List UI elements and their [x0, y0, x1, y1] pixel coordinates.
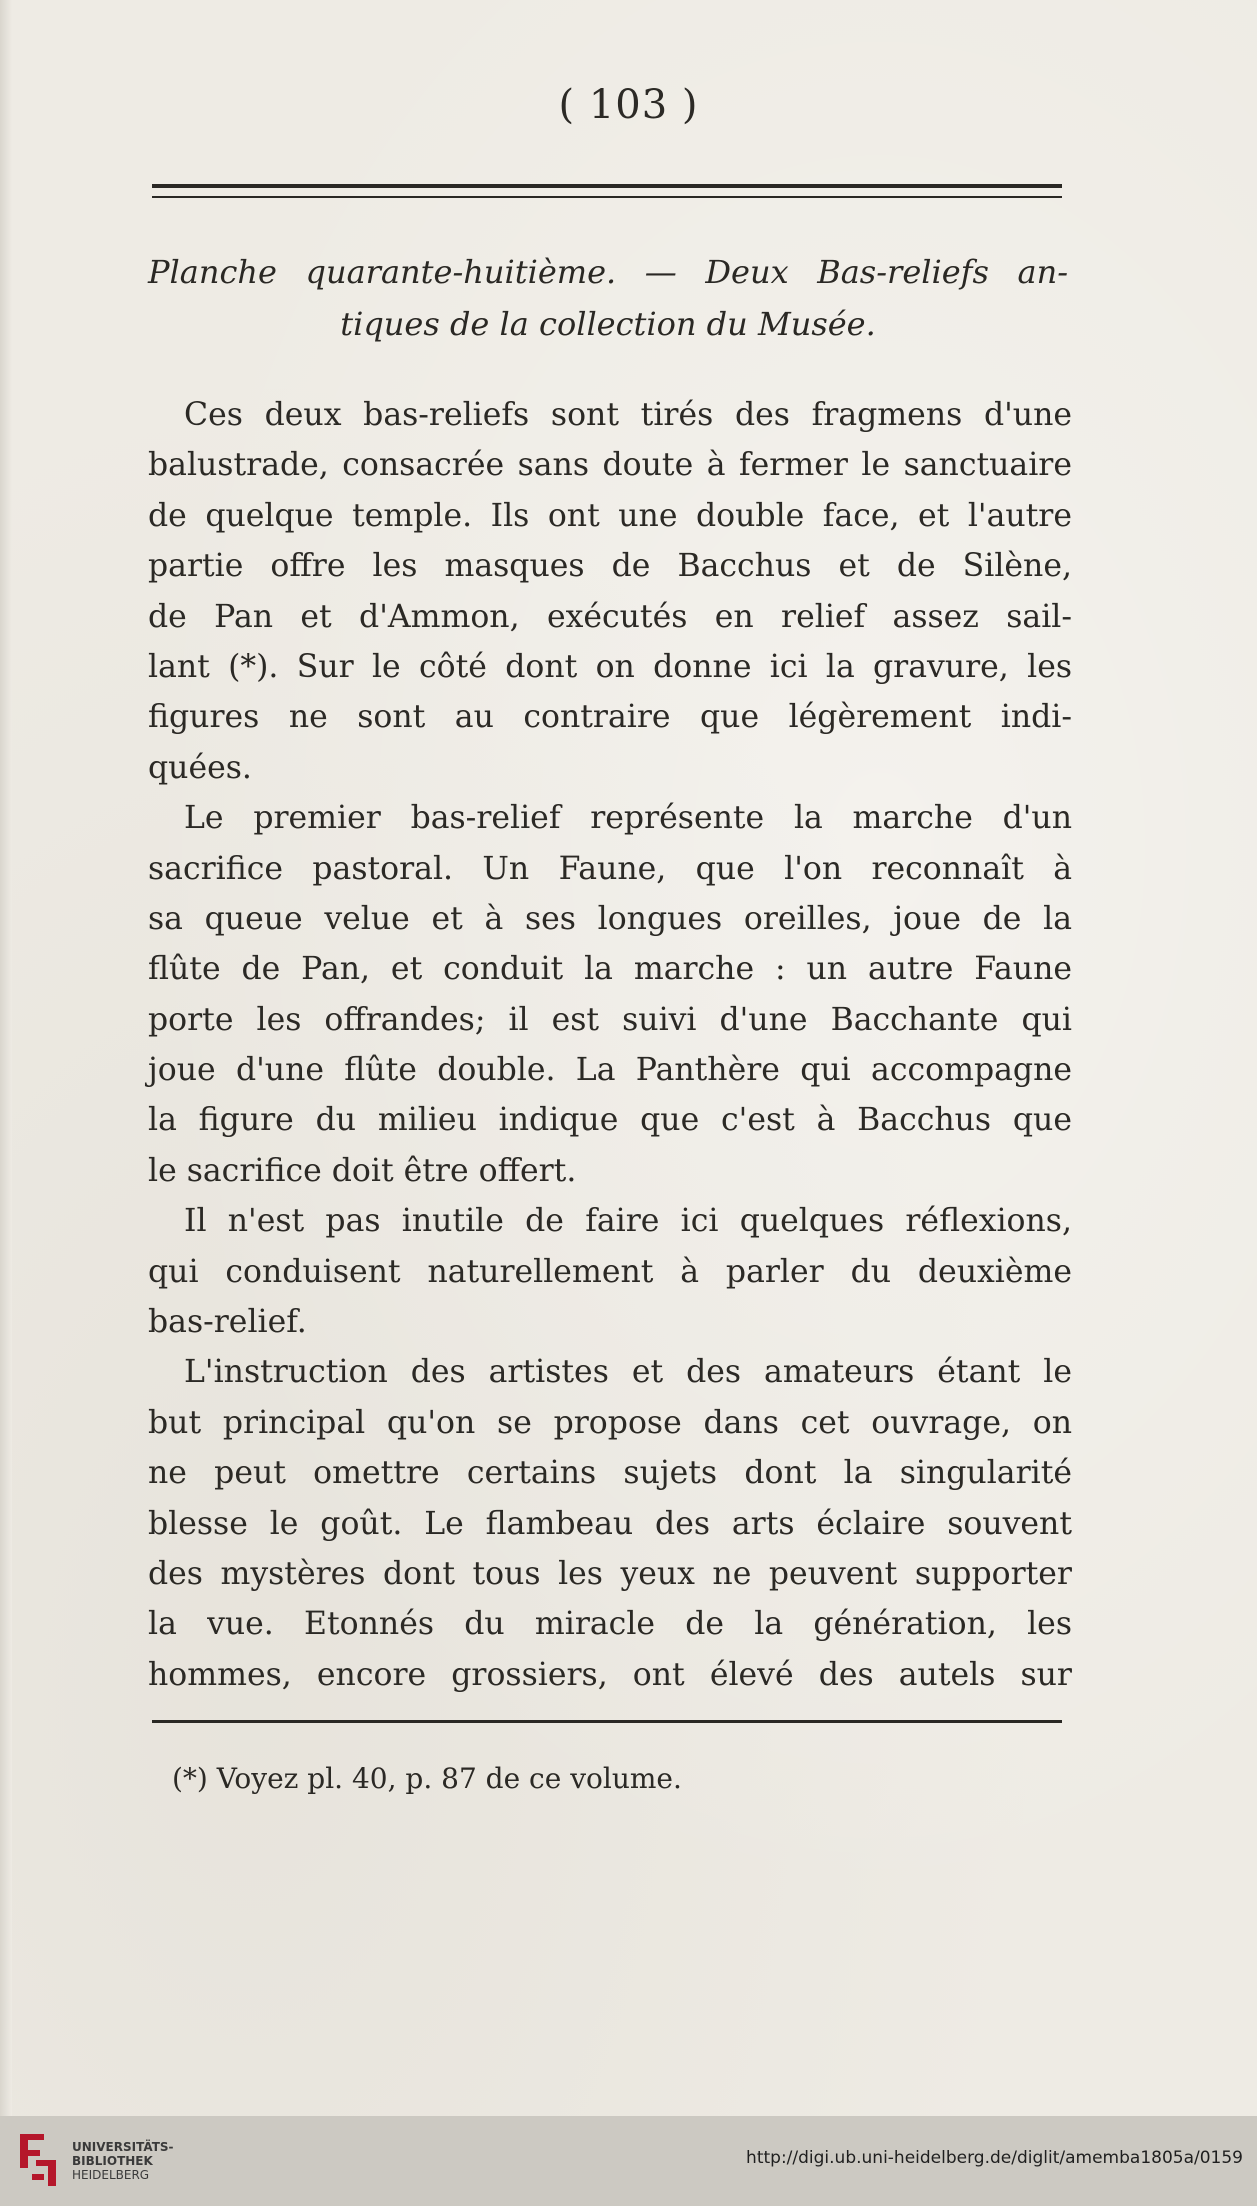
body-line: joue d'une flûte double. La Panthère qui accompagne — [148, 1052, 1072, 1089]
body-line: bas-relief. — [148, 1304, 307, 1341]
body-line: porte les offrandes; il est suivi d'une Bacchante qui — [148, 1001, 1072, 1038]
body-line: Il n'est pas inutile de faire ici quelques réflexions, — [184, 1203, 1072, 1240]
page-edge-shadow — [0, 0, 12, 2116]
permalink-url[interactable]: http://digi.ub.uni-heidelberg.de/diglit/amemba1805a/0159 — [746, 2148, 1243, 2168]
library-logo-icon[interactable] — [14, 2130, 62, 2190]
heading-line-1: Planche quarante-huitième. — Deux Bas-reliefs an- — [148, 253, 1068, 291]
body-line: flûte de Pan, et conduit la marche : un autre Faune — [148, 951, 1072, 988]
body-line: Le premier bas-relief représente la marche d'un — [184, 800, 1072, 837]
viewer-footer — [0, 2116, 1257, 2206]
library-name-line-3: HEIDELBERG — [72, 2168, 150, 2182]
footnote-rule — [152, 1720, 1062, 1723]
body-line: partie offre les masques de Bacchus et de Silène, — [148, 548, 1072, 585]
body-line: de quelque temple. Ils ont une double face, et l'autre — [148, 497, 1072, 534]
body-line: des mystères dont tous les yeux ne peuvent supporter — [148, 1555, 1072, 1592]
header-rule-thin — [152, 196, 1062, 198]
body-line: sa queue velue et à ses longues oreilles, joue de la — [148, 900, 1072, 937]
page-number: ( 103 ) — [558, 82, 699, 128]
body-line: de Pan et d'Ammon, exécutés en relief assez sail- — [148, 598, 1072, 635]
body-line: quées. — [148, 749, 252, 786]
heading-line-2: tiques de la collection du Musée. — [340, 305, 876, 343]
body-line: la figure du milieu indique que c'est à Bacchus que — [148, 1102, 1072, 1139]
body-line: le sacrifice doit être offert. — [148, 1152, 577, 1189]
body-line: figures ne sont au contraire que légèrement indi- — [148, 699, 1072, 736]
header-rule-thick — [152, 184, 1062, 188]
body-line: L'instruction des artistes et des amateurs étant le — [184, 1354, 1072, 1391]
footnote: (*) Voyez pl. 40, p. 87 de ce volume. — [172, 1762, 682, 1795]
library-name-line-2: BIBLIOTHEK — [72, 2154, 153, 2168]
library-name — [72, 2140, 174, 2182]
body-line: blesse le goût. Le flambeau des arts éclaire souvent — [148, 1505, 1072, 1542]
library-name-line-1: UNIVERSITÄTS- — [72, 2140, 174, 2154]
body-line: la vue. Etonnés du miracle de la génération, les — [148, 1606, 1072, 1643]
body-line: Ces deux bas-reliefs sont tirés des fragmens d'une — [184, 397, 1072, 433]
body-line: sacrifice pastoral. Un Faune, que l'on reconnaît à — [148, 850, 1072, 887]
body-line: hommes, encore grossiers, ont élevé des autels sur — [148, 1656, 1072, 1693]
body-line: ne peut omettre certains sujets dont la singularité — [148, 1455, 1072, 1492]
plate-heading — [148, 246, 1068, 350]
body-line: lant (*). Sur le côté dont on donne ici la gravure, les — [148, 648, 1072, 685]
body-text — [148, 390, 1072, 1700]
body-line: qui conduisent naturellement à parler du deuxième — [148, 1253, 1072, 1290]
body-line: balustrade, consacrée sans doute à fermer le sanctuaire — [148, 447, 1072, 484]
body-line: but principal qu'on se propose dans cet ouvrage, on — [148, 1404, 1072, 1441]
